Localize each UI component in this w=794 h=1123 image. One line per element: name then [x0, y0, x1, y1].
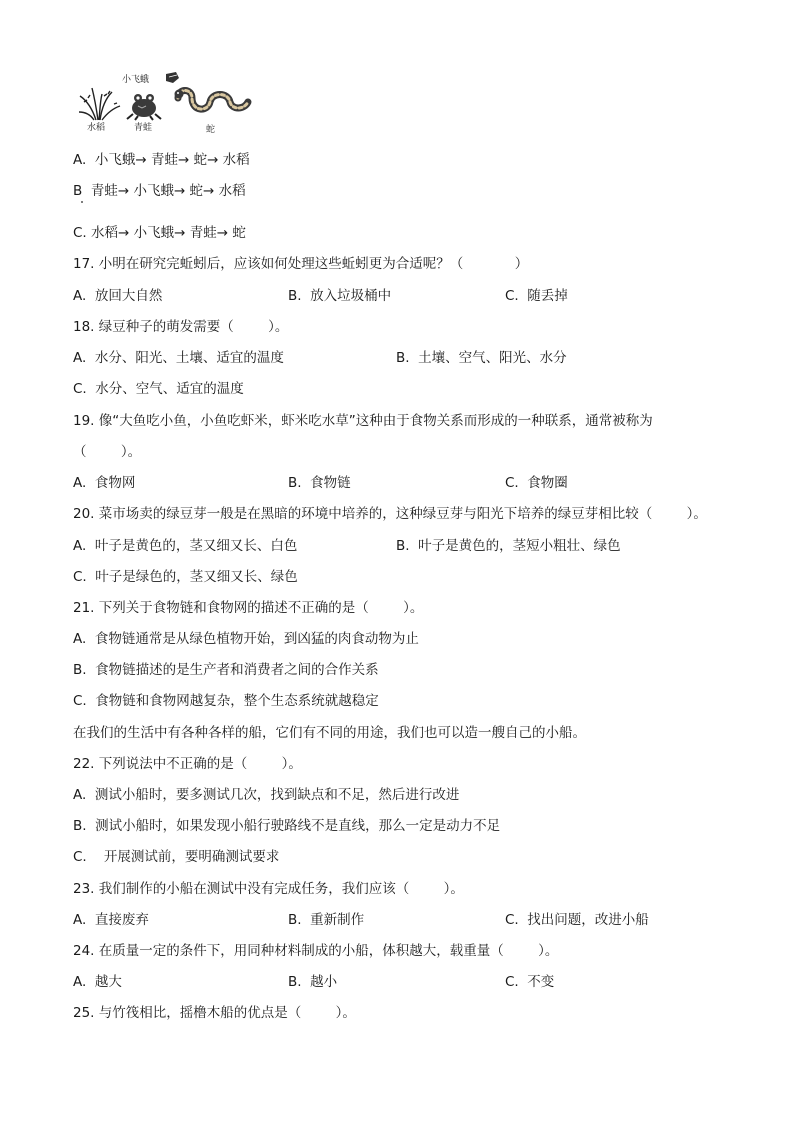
- moth-label: 小飞蛾: [122, 75, 150, 85]
- q21-option-b: B. 食物链描述的是生产者和消费者之间的合作关系: [73, 662, 379, 678]
- q17-option-b: B. 放入垃圾桶中: [288, 288, 392, 304]
- q22-option-a: A. 测试小船时，要多测试几次，找到缺点和不足，然后进行改进: [73, 787, 460, 803]
- q24-option-c: C. 不变: [505, 974, 555, 990]
- q24-option-a: A. 越大: [73, 974, 122, 990]
- food-chain-illustration: [78, 68, 268, 140]
- q22-stem: 22. 下列说法中不正确的是（ ）。: [73, 756, 302, 772]
- snake-icon: [175, 90, 249, 110]
- q21-option-a: A. 食物链通常是从绿色植物开始，到凶猛的肉食动物为止: [73, 631, 419, 647]
- q17-stem: 17. 小明在研究完蚯蚓后，应该如何处理这些蚯蚓更为合适呢？（ ）: [73, 256, 529, 272]
- q23-option-c: C. 找出问题，改进小船: [505, 912, 649, 928]
- q22-option-b: B. 测试小船时，如果发现小船行驶路线不是直线，那么一定是动力不足: [73, 818, 501, 834]
- boat-intro-paragraph: 在我们的生活中有各种各样的船，它们有不同的用途，我们也可以造一艘自己的小船。: [73, 725, 586, 741]
- rice-label: 水稻: [87, 123, 106, 133]
- q17-option-a: A. 放回大自然: [73, 288, 163, 304]
- q16-option-c: C. 水稻→ 小飞蛾→ 青蛙→ 蛇: [73, 225, 246, 241]
- q23-option-a: A. 直接废弃: [73, 912, 149, 928]
- frog-icon: [127, 94, 161, 120]
- q22-option-c: C. 开展测试前，要明确测试要求: [73, 849, 280, 865]
- q16-option-a: A. 小飞蛾→ 青蛙→ 蛇→ 水稻: [73, 152, 250, 168]
- q18-option-b: B. 土壤、空气、阳光、水分: [396, 350, 567, 366]
- q20-option-a: A. 叶子是黄色的，茎又细又长、白色: [73, 538, 298, 554]
- moth-icon: [166, 72, 179, 83]
- q16-option-b: B 青蛙→ 小飞蛾→ 蛇→ 水稻: [73, 183, 246, 199]
- snake-label: 蛇: [206, 125, 216, 135]
- q20-option-b: B. 叶子是黄色的，茎短小粗壮、绿色: [396, 538, 621, 554]
- rice-plant-icon: [79, 88, 120, 120]
- q19-option-a: A. 食物网: [73, 475, 136, 491]
- q23-option-b: B. 重新制作: [288, 912, 365, 928]
- q19-stem: 19. 像“大鱼吃小鱼，小鱼吃虾米，虾米吃水草”这种由于食物关系而形成的一种联系，通常被称为: [73, 413, 653, 429]
- frog-label: 青蛙: [134, 123, 153, 133]
- q24-option-b: B. 越小: [288, 974, 338, 990]
- q18-option-a: A. 水分、阳光、土壤、适宜的温度: [73, 350, 284, 366]
- q19-stem-continued: （ ）。: [73, 444, 142, 460]
- q19-option-b: B. 食物链: [288, 475, 351, 491]
- q18-option-c: C. 水分、空气、适宜的温度: [73, 381, 244, 397]
- q19-option-c: C. 食物圈: [505, 475, 568, 491]
- stray-mark: [81, 201, 83, 203]
- q25-stem: 25. 与竹筏相比，摇橹木船的优点是（ ）。: [73, 1005, 356, 1021]
- q21-stem: 21. 下列关于食物链和食物网的描述不正确的是（ ）。: [73, 600, 424, 616]
- q23-stem: 23. 我们制作的小船在测试中没有完成任务，我们应该（ ）。: [73, 881, 464, 897]
- food-chain-figure: [78, 68, 268, 140]
- q17-option-c: C. 随丢掉: [505, 288, 568, 304]
- q20-stem: 20. 菜市场卖的绿豆芽一般是在黑暗的环境中培养的，这种绿豆芽与阳光下培养的绿豆芽相比较（ ）。: [73, 506, 707, 522]
- q21-option-c: C. 食物链和食物网越复杂，整个生态系统就越稳定: [73, 693, 379, 709]
- q18-stem: 18. 绿豆种子的萌发需要（ ）。: [73, 319, 289, 335]
- q20-option-c: C. 叶子是绿色的，茎又细又长、绿色: [73, 569, 298, 585]
- q24-stem: 24. 在质量一定的条件下，用同种材料制成的小船，体积越大，载重量（ ）。: [73, 943, 559, 959]
